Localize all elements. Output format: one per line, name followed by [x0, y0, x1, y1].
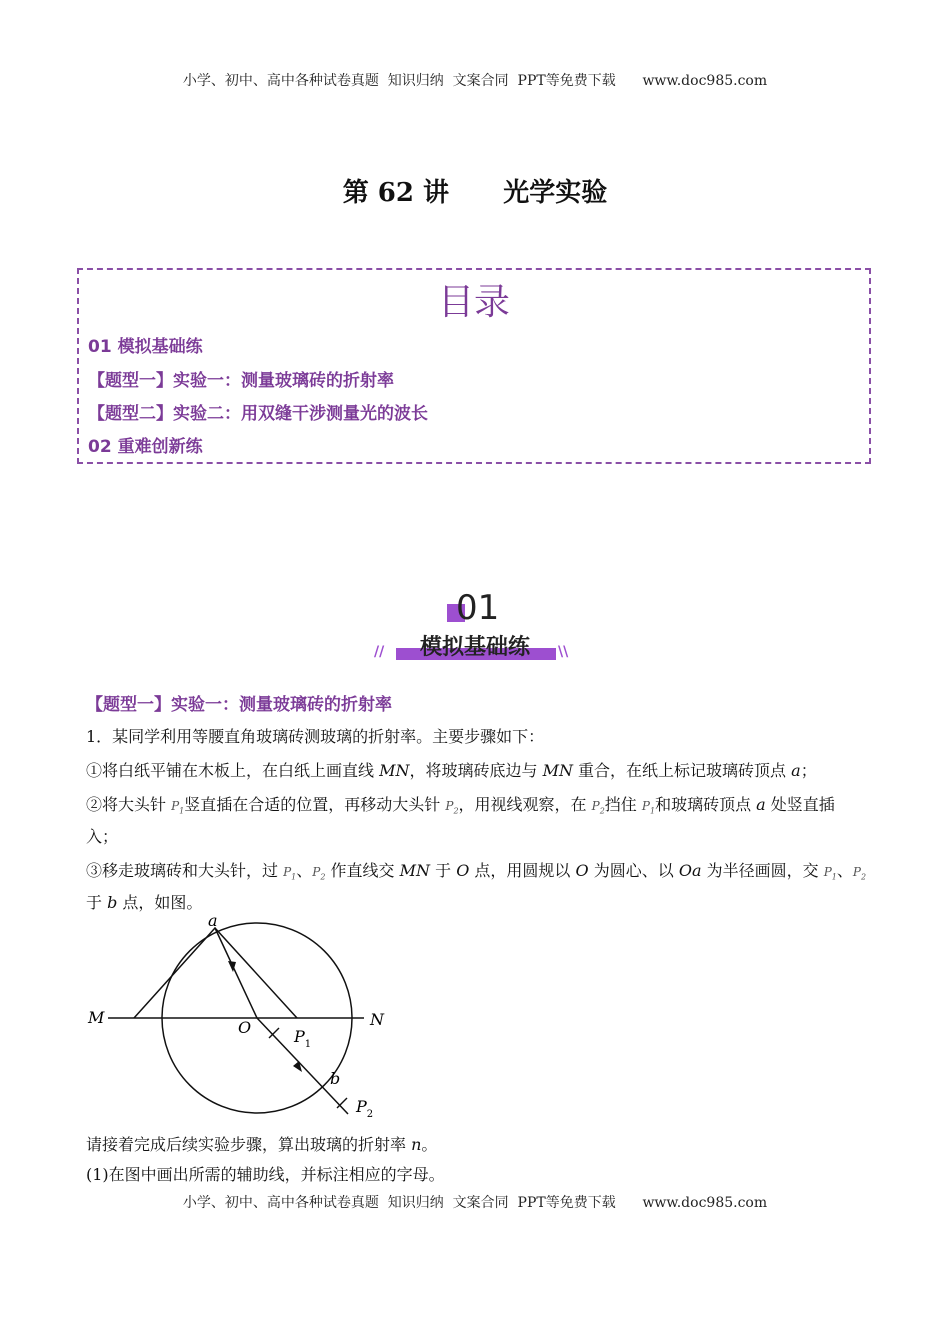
ray-arrow-2 [293, 1061, 302, 1072]
label-p1: $P_1$ [294, 1027, 312, 1050]
toc-title: 目录 [437, 282, 510, 323]
label-n: N [370, 1010, 384, 1029]
refracted-ray [215, 928, 257, 1018]
pin-p1: $P_1$ [171, 799, 185, 816]
question-1: (1)在图中画出所需的辅助线，并标注相应的字母。 [86, 1165, 445, 1184]
slash-decoration-left: // [374, 644, 385, 660]
problem-step-3: ③移走玻璃砖和大头针，过 $P_1$、$P_2$ 作直线交 MN 于 O 点，用圆规以 O 为圆心、以 Oa 为半径画圆，交 $P_1$、$P_2$ [86, 861, 867, 882]
page-title: 第 62 讲 光学实验 [342, 178, 608, 208]
slash-decoration-right: \\ [558, 644, 569, 660]
toc-item[interactable]: 02 重难创新练 [88, 437, 203, 457]
problem-followup: 请接着完成后续实验步骤，算出玻璃的折射率 n。 [86, 1135, 438, 1154]
label-m: M [88, 1008, 105, 1027]
pin-p1: $P_1$ [641, 799, 656, 816]
pin-p2: $P_2$ [852, 865, 867, 882]
toc-item[interactable]: 【题型二】实验二：用双缝干涉测量光的波长 [88, 404, 428, 424]
label-b: b [330, 1069, 341, 1088]
section-number: 01 [456, 588, 500, 628]
type-heading: 【题型一】实验一：测量玻璃砖的折射率 [86, 695, 392, 715]
pin-p2: $P_2$ [312, 865, 326, 882]
toc-item[interactable]: 【题型一】实验一：测量玻璃砖的折射率 [88, 371, 394, 391]
page-footer: 小学、初中、高中各种试卷真题 知识归纳 文案合同 PPT等免费下载 www.doc985.com [182, 1195, 768, 1211]
pin-p2: $P_2$ [445, 799, 459, 816]
glass-brick-outline [134, 928, 297, 1018]
label-o: O [238, 1018, 252, 1037]
problem-step-3-cont: 于 b 点，如图。 [86, 893, 203, 912]
label-p2: $P_2$ [356, 1097, 374, 1120]
pin-p2: $P_2$ [591, 799, 605, 816]
section-badge [370, 588, 580, 668]
problem-step-1: ①将白纸平铺在木板上，在白纸上画直线 MN，将玻璃砖底边与 MN 重合，在纸上标记玻璃砖顶点 a； [86, 761, 817, 780]
pin-p1: $P_1$ [823, 865, 837, 882]
problem-step-2: ②将大头针 $P_1$竖直插在合适的位置，再移动大头针 $P_2$，用视线观察，在 $P_2$挡住 $P_1$和玻璃砖顶点 a 处竖直插 [86, 795, 835, 816]
refraction-figure [86, 916, 396, 1128]
section-label: 模拟基础练 [419, 635, 530, 660]
toc-item[interactable]: 01 模拟基础练 [88, 337, 203, 357]
page-header: 小学、初中、高中各种试卷真题 知识归纳 文案合同 PPT等免费下载 www.doc985.com [182, 73, 768, 89]
label-a: a [208, 916, 218, 930]
problem-intro: 1．某同学利用等腰直角玻璃砖测玻璃的折射率。主要步骤如下： [86, 727, 545, 746]
problem-step-2-cont: 入； [86, 827, 119, 846]
table-of-contents [77, 268, 871, 464]
pin-p1: $P_1$ [283, 865, 297, 882]
